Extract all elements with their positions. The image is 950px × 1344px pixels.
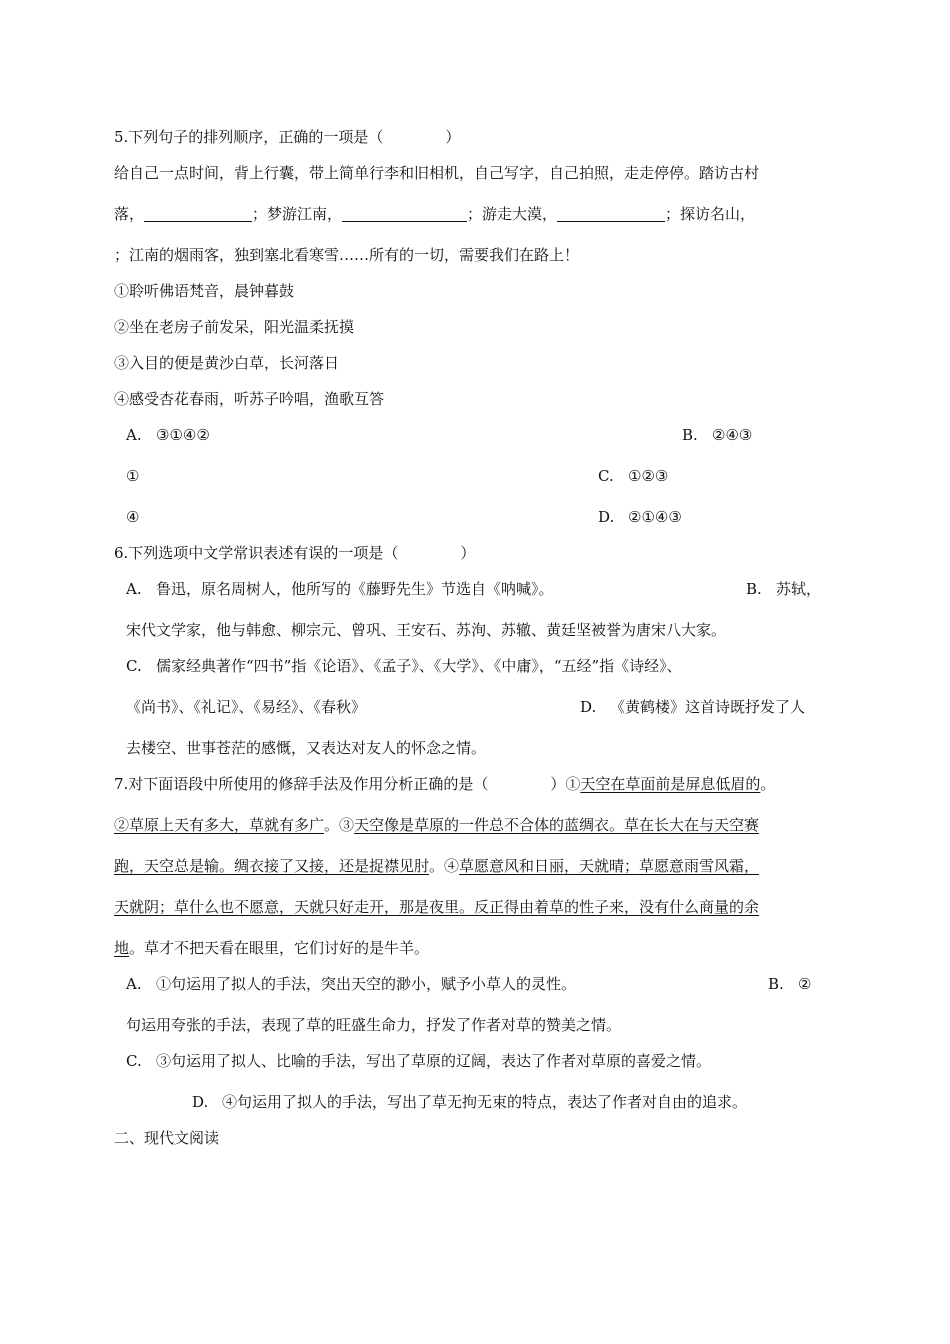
q5-option-c-cont: ④ (126, 508, 140, 526)
q5-blank-1 (144, 205, 252, 222)
q6-option-b-cont: 宋代文学家，他与韩愈、柳宗元、曾巩、王安石、苏洵、苏辙、黄廷坚被誉为唐宋八大家。 (126, 621, 727, 639)
q6-option-b[interactable]: B. 苏轼， (746, 580, 822, 598)
q5-stem: 5.下列句子的排列顺序，正确的一项是（ ） (114, 128, 461, 146)
q7-option-b[interactable]: B. ② (768, 975, 812, 993)
q6-option-c-cont: 《尚书》、《礼记》、《易经》、《春秋》 (126, 698, 367, 716)
q7-option-a[interactable]: A. ①句运用了拟人的手法，突出天空的渺小，赋予小草人的灵性。 (126, 975, 577, 993)
q5-paragraph-line2: 落， ；梦游江南， ；游走大漠， ；探访名山， (114, 205, 756, 223)
q5-option-b[interactable]: B. ②④③ (682, 426, 753, 444)
q7-stem: 7.对下面语段中所使用的修辞手法及作用分析正确的是（ ）①天空在草面前是屏息低眉的。 (114, 775, 776, 793)
q5-option-a[interactable]: A. ③①④② (126, 426, 210, 444)
q6-stem: 6.下列选项中文学常识表述有误的一项是（ ） (114, 544, 476, 562)
q7-option-c[interactable]: C. ③句运用了拟人、比喻的手法，写出了草原的辽阔，表达了作者对草原的喜爱之情。 (126, 1052, 712, 1070)
q5-blank-2 (342, 205, 467, 222)
q5-item-1: ①聆听佛语梵音，晨钟暮鼓 (114, 282, 295, 300)
q7-passage-line3: 跑，天空总是输。绸衣接了又接，还是捉襟见肘。④草愿意风和日丽，天就晴；草愿意雨雪风霜， (114, 857, 760, 875)
q7-option-b-cont: 句运用夸张的手法，表现了草的旺盛生命力，抒发了作者对草的赞美之情。 (126, 1016, 622, 1034)
q6-option-a[interactable]: A. 鲁迅，原名周树人，他所写的《藤野先生》节选自《呐喊》。 (126, 580, 554, 598)
q5-option-c[interactable]: C. ①②③ (598, 467, 669, 485)
q7-passage-line5: 地。草才不把天看在眼里，它们讨好的是牛羊。 (114, 939, 430, 957)
q6-option-c[interactable]: C. 儒家经典著作“四书”指《论语》、《孟子》、《大学》、《中庸》，“五经”指《诗经》、 (126, 657, 682, 675)
q7-passage-line4: 天就阴；草什么也不愿意，天就只好走开，那是夜里。反正得由着草的性子来，没有什么商量的余 (114, 898, 760, 916)
section-heading-modern-reading: 二、现代文阅读 (114, 1129, 220, 1147)
q5-blank-3 (557, 205, 665, 222)
q5-item-3: ③入目的便是黄沙白草，长河落日 (114, 354, 340, 372)
q6-option-d[interactable]: D. 《黄鹤楼》这首诗既抒发了人 (580, 698, 806, 716)
q6-option-d-cont: 去楼空、世事苍茫的感慨，又表达对友人的怀念之情。 (126, 739, 487, 757)
q5-paragraph-line3: ；江南的烟雨客，独到塞北看寒雪……所有的一切，需要我们在路上！ (114, 246, 580, 264)
q5-option-d[interactable]: D. ②①④③ (598, 508, 682, 526)
q7-passage-line2: ②草原上天有多大，草就有多广。③天空像是草原的一件总不合体的蓝绸衣。草在长大在与天空赛 (114, 816, 760, 834)
q5-option-b-cont: ① (126, 467, 140, 485)
q5-item-4: ④感受杏花春雨，听苏子吟唱，渔歌互答 (114, 390, 385, 408)
q5-paragraph-line1: 给自己一点时间，背上行囊，带上简单行李和旧相机，自己写字，自己拍照，走走停停。踏访古村 (114, 164, 760, 182)
q5-item-2: ②坐在老房子前发呆，阳光温柔抚摸 (114, 318, 355, 336)
q7-option-d[interactable]: D. ④句运用了拟人的手法，写出了草无拘无束的特点，表达了作者对自由的追求。 (192, 1093, 748, 1111)
